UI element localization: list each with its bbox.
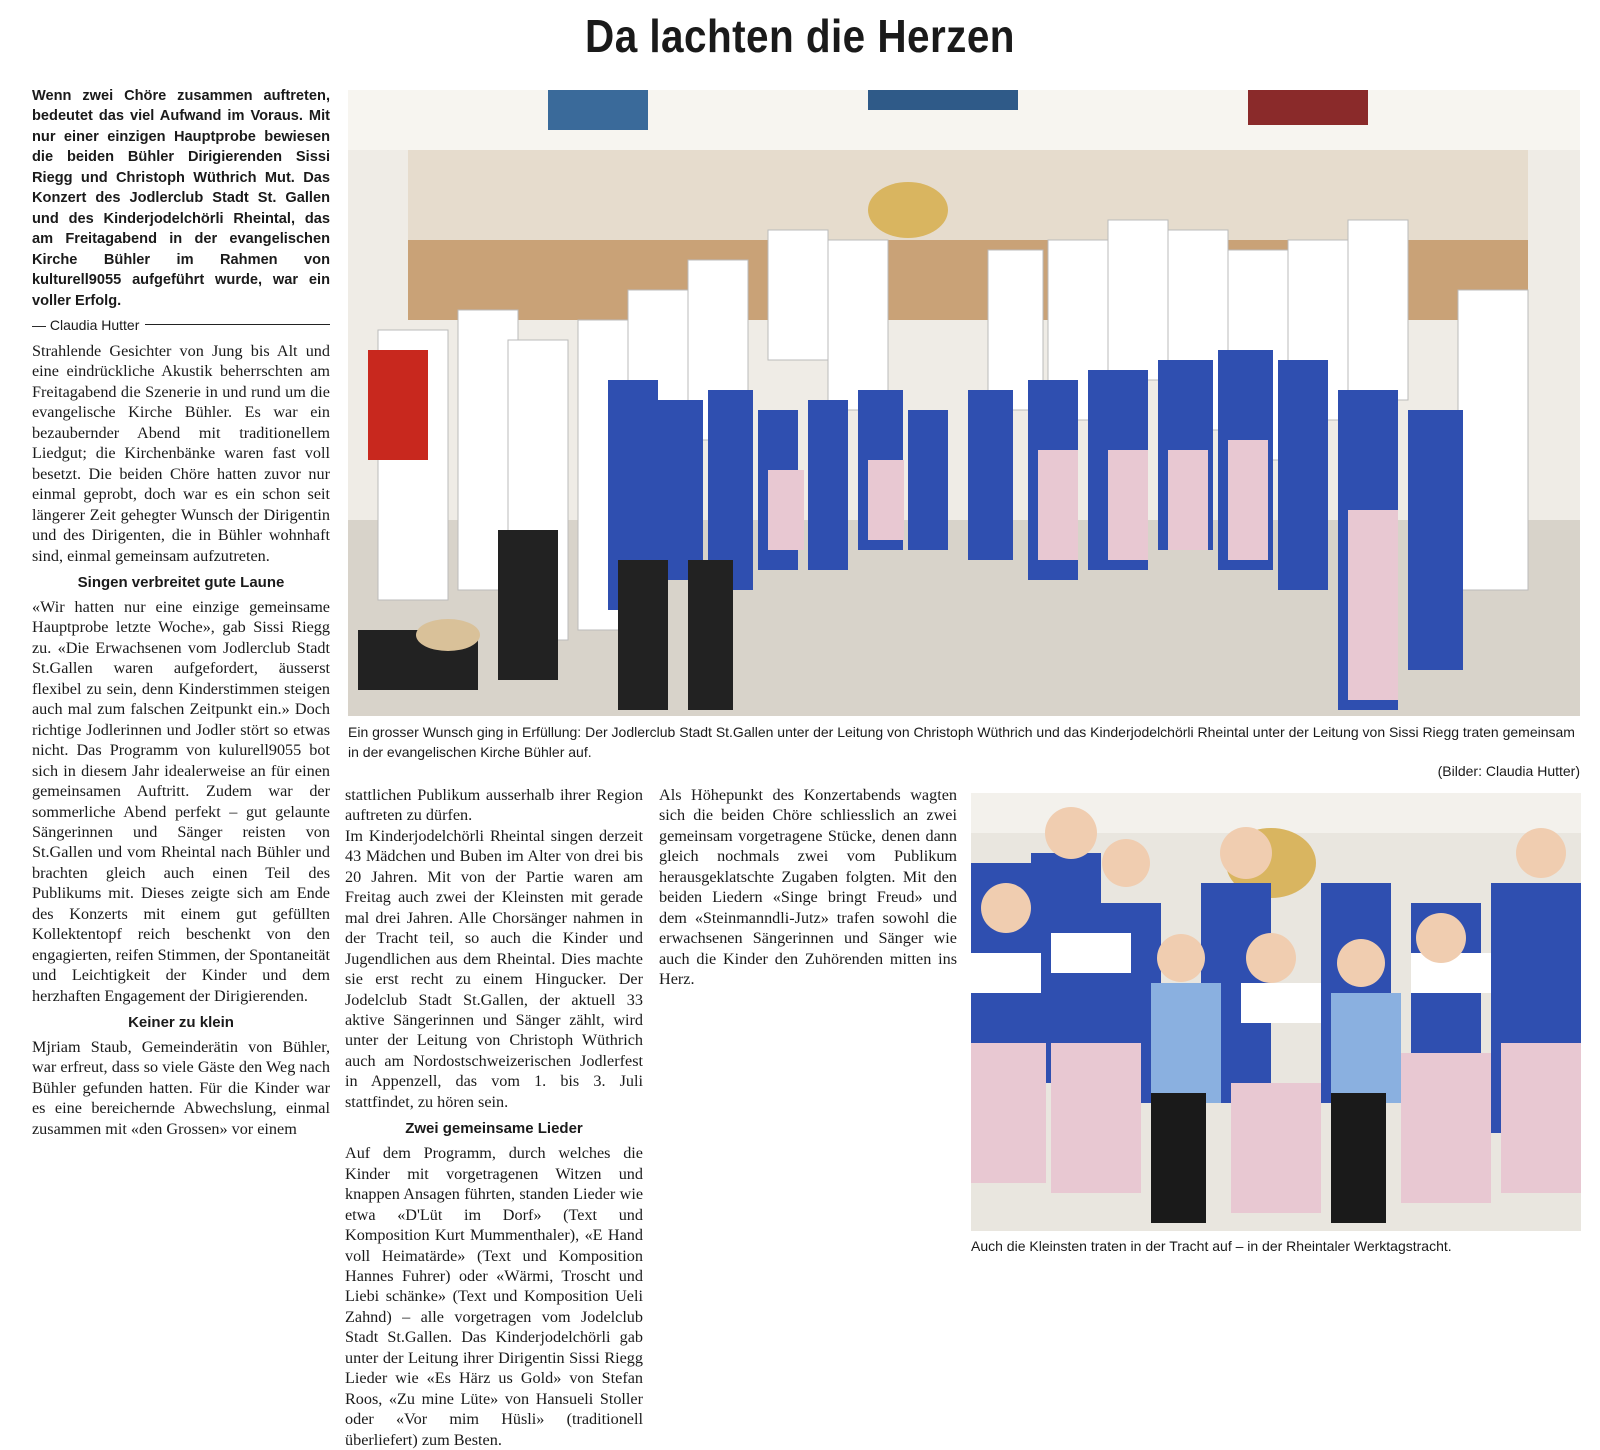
body-paragraph: Strahlende Gesichter von Jung bis Alt und eine eindrückliche Akustik beherrschten am Freitagabend die Szenerie in und rund um die evangelische Kirche Bühler. Es war ein bezaubernder Abend mit traditionellem Liedgut; die Kirchenbänke waren fast voll besetzt. Die beiden Chöre hatten zuvor nur einmal geprobt, doch war es ein schon seit längerer Zeit gehegter Wunsch der Dirigentin und des Dirigenten, die in Bühler wohnhaft sind, einmal gemeinsam aufzutreten.	[32, 341, 330, 565]
subheading: Zwei gemeinsame Lieder	[405, 1120, 583, 1138]
body-paragraph: «Wir hatten nur eine einzige gemeinsame Hauptprobe letzte Woche», gab Sissi Riegg zu. «Die Erwachsenen vom Jodlerclub Stadt St.Gallen waren aufgefordert, äusserst flexibel zu sein, denn Kinderstimmen steigen auch mal zum falschen Zeitpunkt ein.» Doch richtige Jodlerinnen und Jodler stört so etwas nicht. Das Programm von kulurell9055 bot sich in diesem Jahr idealerweise an für einen gemeinsamen Auftritt. Zudem war der sommerliche Abend perfekt – gut gelaunte Sängerinnen und Sänger reisten von St.Gallen und vom Rheintal nach Bühler und brachten gleich auch einen Teil des Publikums mit. Dieses zeigte sich am Ende des Konzerts mit einem gut gefüllten Kollektentopf reich beschenkt von den engagierten, reifen Stimmen, der Spontaneität und Leichtigkeit der Kinder und dem herzhaften Engagement der Dirigierenden.	[32, 597, 330, 1005]
subheading: Singen verbreitet gute Laune	[77, 573, 285, 591]
photo-credit: (Bilder: Claudia Hutter)	[1437, 763, 1580, 779]
photo-caption	[348, 723, 1580, 782]
children-photo	[971, 793, 1581, 1231]
body-paragraph: Auf dem Programm, durch welches die Kinder mit vorgetragenen Witzen und knappen Ansagen führten, standen Lieder wie etwa «D'Lüt im Dorf» (Text und Komposition Kurt Mummenthaler), «E Hand voll Heimatärde» (Text und Komposition Hannes Fuhrer) oder «Wärmi, Troscht und Liebi schänke» (Text und Komposition Ueli Zahnd) – alle vorgetragen vom Jodelclub Stadt St.Gallen. Das Kinderjodelchörli gab unter der Leitung ihrer Dirigentin Sissi Riegg Lieder wie «Es Härz us Gold» von Stefan Roos, «Zu mine Lüte» von Hansueli Stoller oder «Vor mim Hüsli» (traditionell überliefert) zum Besten.	[345, 1144, 643, 1449]
body-paragraph: Als Höhepunkt des Konzertabends wagten sich die beiden Chöre schliesslich an zwei gemeinsam vorgetragene Stücke, denen dann gleich nochmals zwei vom Publikum herausgeklatschte Zugaben folgten. Mit den beiden Liedern «Singe bringt Freud» und dem «Steinmanndli-Jutz» trafen sowohl die erwachsenen Sängerinnen und Sänger wie auch die Kinder den Zuhörenden mitten ins Herz.	[659, 786, 957, 989]
byline	[32, 315, 330, 335]
article-column-3	[659, 785, 957, 990]
author-name: — Claudia Hutter	[32, 316, 140, 333]
children-photo-illustration	[971, 793, 1581, 1231]
article-column-2	[345, 785, 643, 1450]
body-paragraph: Mjriam Staub, Gemeinderätin von Bühler, war erfreut, dass so viele Gäste den Weg nach Bühler gefunden hatten. Für die Kinder war es eine bereichernde Abwechslung, einmal zusammen mit «den Grossen» vor einem	[32, 1038, 330, 1138]
headline: Da lachten die Herzen	[585, 10, 1015, 62]
caption-text: Ein grosser Wunsch ging in Erfüllung: Der Jodlerclub Stadt St.Gallen unter der Leitung von Christoph Wüthrich und das Kinderjodelchörli Rheintal unter der Leitung von Sissi Riegg traten gemeinsam in der evangelischen Kirche Bühler auf.	[348, 724, 1575, 760]
lead-paragraph: Wenn zwei Chöre zusammen auftreten, bedeutet das viel Aufwand im Voraus. Mit nur einer einzigen Hauptprobe bewiesen die beiden Bühler Dirigierenden Sissi Riegg und Christoph Wüthrich Mut. Das Konzert des Jodlerclub Stadt St. Gallen und des Kinderjodelchörli Rheintal, das am Freitagabend in der evangelischen Kirche Bühler im Rahmen von kulturell9055 aufgeführt wurde, war ein voller Erfolg.	[32, 88, 330, 309]
subheading: Keiner zu klein	[128, 1014, 234, 1032]
byline-rule	[145, 324, 330, 325]
children-photo-caption: Auch die Kleinsten traten in der Tracht auf – in der Rheintaler Werktagstracht.	[971, 1238, 1452, 1254]
choir-photo	[348, 90, 1580, 716]
article-column-1	[32, 86, 330, 1139]
choir-photo-illustration	[348, 90, 1580, 716]
body-paragraph: stattlichen Publikum ausserhalb ihrer Region auftreten zu dürfen.	[345, 786, 643, 825]
body-paragraph: Im Kinderjodelchörli Rheintal singen derzeit 43 Mädchen und Buben im Alter von drei bis 20 Jahren. Mit von der Partie waren am Freitag auch zwei der Kleinsten mit gerade mal drei Jahren. Alle Chorsänger nahmen in der Tracht teil, so auch die Kinder und Jugendlichen aus dem Rheintal. Dies machte sie erst recht zu einem Hingucker. Der Jodelclub Stadt St.Gallen, der aktuell 33 aktive Sängerinnen und Sänger zählt, wird unter der Leitung von Christoph Wüthrich auch am Nordostschweizerischen Jodlerfest in Appenzell, das vom 1. bis 3. Juli stattfindet, zu hören sein.	[345, 826, 643, 1111]
